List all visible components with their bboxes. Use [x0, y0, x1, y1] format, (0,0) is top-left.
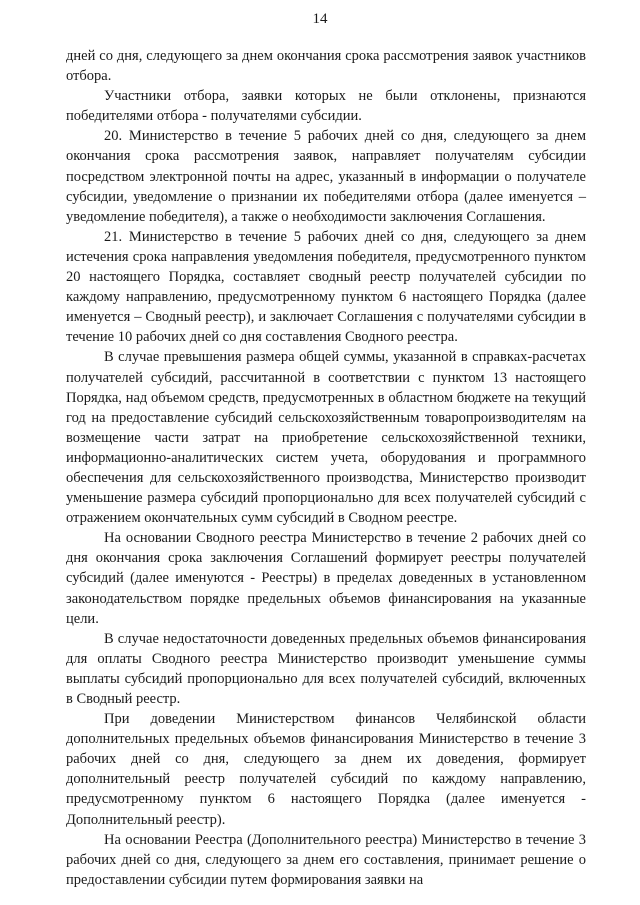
paragraph: В случае недостаточности доведенных предельных объемов финансирования для оплаты Сводного реестра Министерство производит уменьшение суммы выплаты субсидий пропорционально для всех получателей субсидий, включенных в Сводный реестр.	[66, 630, 586, 707]
paragraph: дней со дня, следующего за днем окончания срока рассмотрения заявок участников отбора.	[66, 48, 586, 85]
paragraph: 21. Министерство в течение 5 рабочих дней со дня, следующего за днем истечения срока направления уведомления победителя, предусмотренного пунктом 20 настоящего Порядка, составляет сводный реестр получателей субсидии по каждому направлению, предусмотренному пунктом 6 настоящего Порядка (далее именуется – Сводный реестр), и заключает Соглашения с получателями субсидии в течение 10 рабочих дней со дня составления Сводного реестра.	[66, 228, 586, 346]
page-number: 14	[312, 11, 328, 27]
paragraph: На основании Реестра (Дополнительного реестра) Министерство в течение 3 рабочих дней со дня, следующего за днем его составления, принимает решение о предоставлении субсидии путем формирования заявки на	[66, 831, 586, 888]
paragraph: 20. Министерство в течение 5 рабочих дней со дня, следующего за днем окончания срока рассмотрения заявок, направляет получателям субсидии посредством электронной почты на адрес, указанный в информации о получателе субсидии, уведомление о признании их победителями отбора (далее именуется – уведомление победителя), а также о необходимости заключения Соглашения.	[66, 128, 586, 225]
paragraph: При доведении Министерством финансов Челябинской области дополнительных предельных объемов финансирования Министерство в течение 3 рабочих дней со дня, следующего за днем их доведения, формирует дополнительный реестр получателей субсидий по каждому направлению, предусмотренному пунктом 6 настоящего Порядка (далее именуется - Дополнительный реестр).	[66, 711, 586, 828]
document-body	[66, 46, 586, 890]
paragraph: Участники отбора, заявки которых не были отклонены, признаются победителями отбора - получателями субсидии.	[66, 88, 586, 125]
paragraph: На основании Сводного реестра Министерство в течение 2 рабочих дней со дня окончания срока заключения Соглашений формирует реестры получателей субсидий (далее именуются - Реестры) в пределах доведенных в установленном законодательством порядке предельных объемов финансирования на указанные цели.	[66, 530, 586, 627]
paragraph: В случае превышения размера общей суммы, указанной в справках-расчетах получателей субсидий, рассчитанной в соответствии с пунктом 13 настоящего Порядка, над объемом средств, предусмотренных в областном бюджете на текущий год на предоставление субсидий сельскохозяйственным товаропроизводителям на возмещение части затрат на приобретение сельскохозяйственной техники, информационно-аналитических систем учета, оборудования и программного обеспечения для сельскохозяйственного производства, Министерство производит уменьшение размера субсидий пропорционально для всех получателей субсидий с отражением окончательных сумм субсидий в Сводном реестре.	[66, 349, 586, 527]
